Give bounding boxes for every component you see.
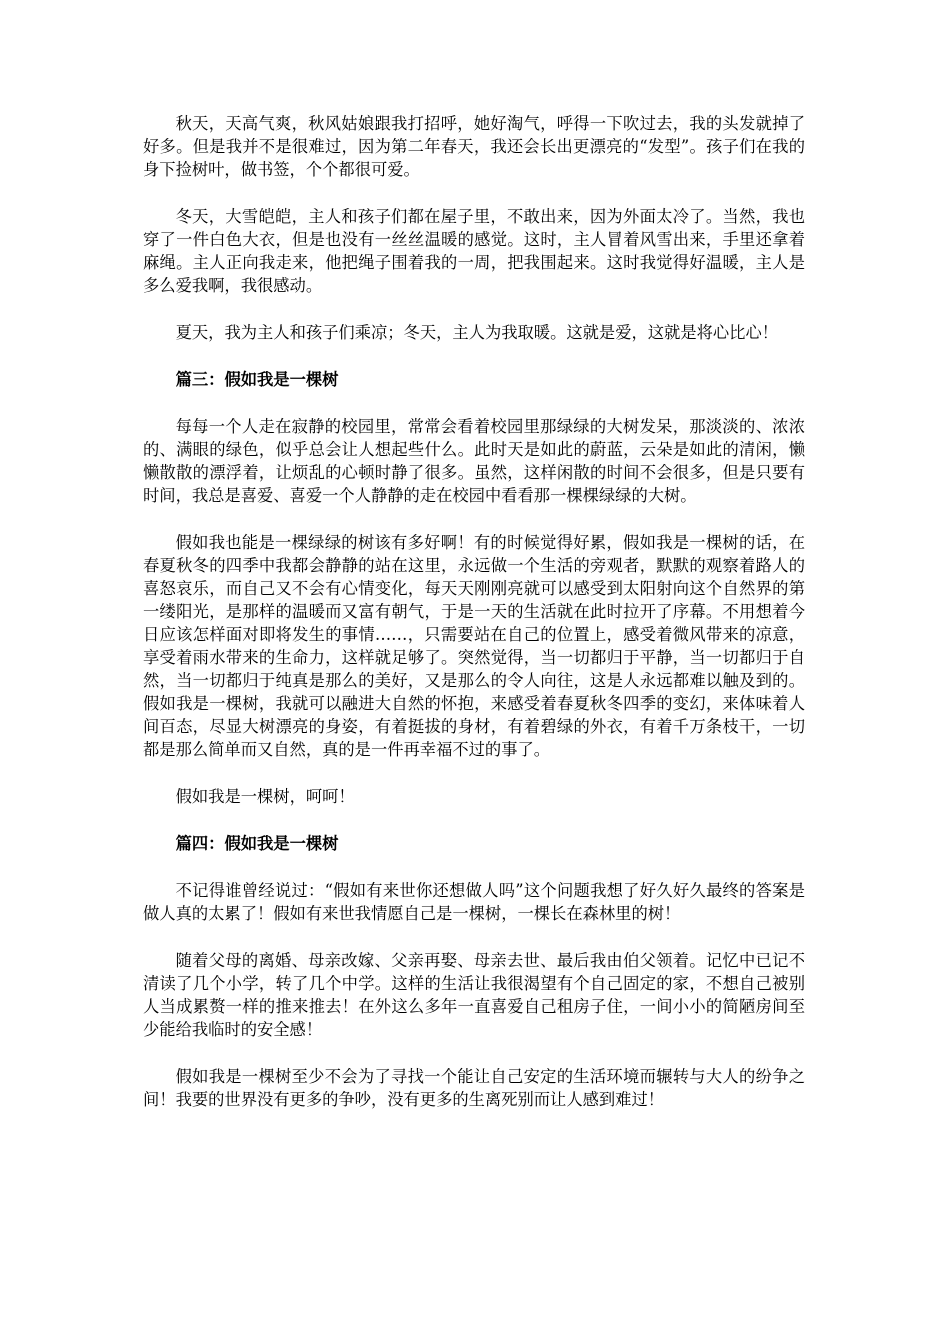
paragraph-autumn: 秋天，天高气爽，秋风姑娘跟我打招呼，她好淘气，呼得一下吹过去，我的头发就掉了好多。但是我并不是很难过，因为第二年春天，我还会长出更漂亮的“发型”。孩子们在我的身下捡树叶，做书签，个个都很可爱。	[143, 114, 805, 179]
paragraph-next-life: 不记得谁曾经说过：“假如有来世你还想做人吗”这个问题我想了好久好久最终的答案是做人真的太累了！假如有来世我情愿自己是一棵树，一棵长在森林里的树！	[143, 881, 805, 923]
paragraph-tree-world: 假如我是一棵树至少不会为了寻找一个能让自己安定的生活环境而辗转与大人的纷争之间！我要的世界没有更多的争吵，没有更多的生离死别而让人感到难过！	[143, 1067, 805, 1109]
section-heading-part3: 篇三：假如我是一棵树	[175, 370, 339, 389]
paragraph-family: 随着父母的离婚、母亲改嫁、父亲再娶、母亲去世、最后我由伯父领着。记忆中已记不清读了几个小学，转了几个中学。这样的生活让我很渴望有个自己固定的家，不想自己被别人当成累赘一样的推来推去！在外这么多年一直喜爱自己租房子住，一间小小的简陋房间至少能给我临时的安全感！	[143, 951, 805, 1039]
section-heading-part4: 篇四：假如我是一棵树	[175, 834, 339, 853]
paragraph-hehe: 假如我是一棵树，呵呵！	[175, 787, 355, 806]
document-page	[143, 112, 805, 1135]
paragraph-summer-winter: 夏天，我为主人和孩子们乘凉；冬天，主人为我取暖。这就是爱，这就是将心比心！	[175, 323, 779, 342]
paragraph-campus: 每每一个人走在寂静的校园里，常常会看着校园里那绿绿的大树发呆，那淡淡的、浓浓的、满眼的绿色，似乎总会让人想起些什么。此时天是如此的蔚蓝，云朵是如此的清闲，懒懒散散的漂浮着，让烦乱的心顿时静了很多。虽然，这样闲散的时间不会很多，但是只要有时间，我总是喜爱、喜爱一个人静静的走在校园中看看那一棵棵绿绿的大树。	[143, 417, 805, 505]
paragraph-if-tree: 假如我也能是一棵绿绿的树该有多好啊！有的时候觉得好累，假如我是一棵树的话，在春夏秋冬的四季中我都会静静的站在这里，永远做一个生活的旁观者，默默的观察着路人的喜怒哀乐，而自己又不会有心情变化，每天天刚刚亮就可以感受到太阳射向这个自然界的第一缕阳光，是那样的温暖而又富有朝气，于是一天的生活就在此时拉开了序幕。不用想着今日应该怎样面对即将发生的事情……，只需要站在自己的位置上，感受着微风带来的凉意，享受着雨水带来的生命力，这样就足够了。突然觉得，当一切都归于平静，当一切都归于自然，当一切都归于纯真是那么的美好，又是那么的令人向往，这是人永远都难以触及到的。假如我是一棵树，我就可以融进大自然的怀抱，来感受着春夏秋冬四季的变幻，来体味着人间百态，尽显大树漂亮的身姿，有着挺拔的身材，有着碧绿的外衣，有着千万条枝干，一切都是那么简单而又自然，真的是一件再幸福不过的事了。	[143, 533, 805, 759]
paragraph-winter: 冬天，大雪皑皑，主人和孩子们都在屋子里，不敢出来，因为外面太冷了。当然，我也穿了一件白色大衣，但是也没有一丝丝温暖的感觉。这时，主人冒着风雪出来，手里还拿着麻绳。主人正向我走来，他把绳子围着我的一周，把我围起来。这时我觉得好温暖，主人是多么爱我啊，我很感动。	[143, 207, 805, 295]
